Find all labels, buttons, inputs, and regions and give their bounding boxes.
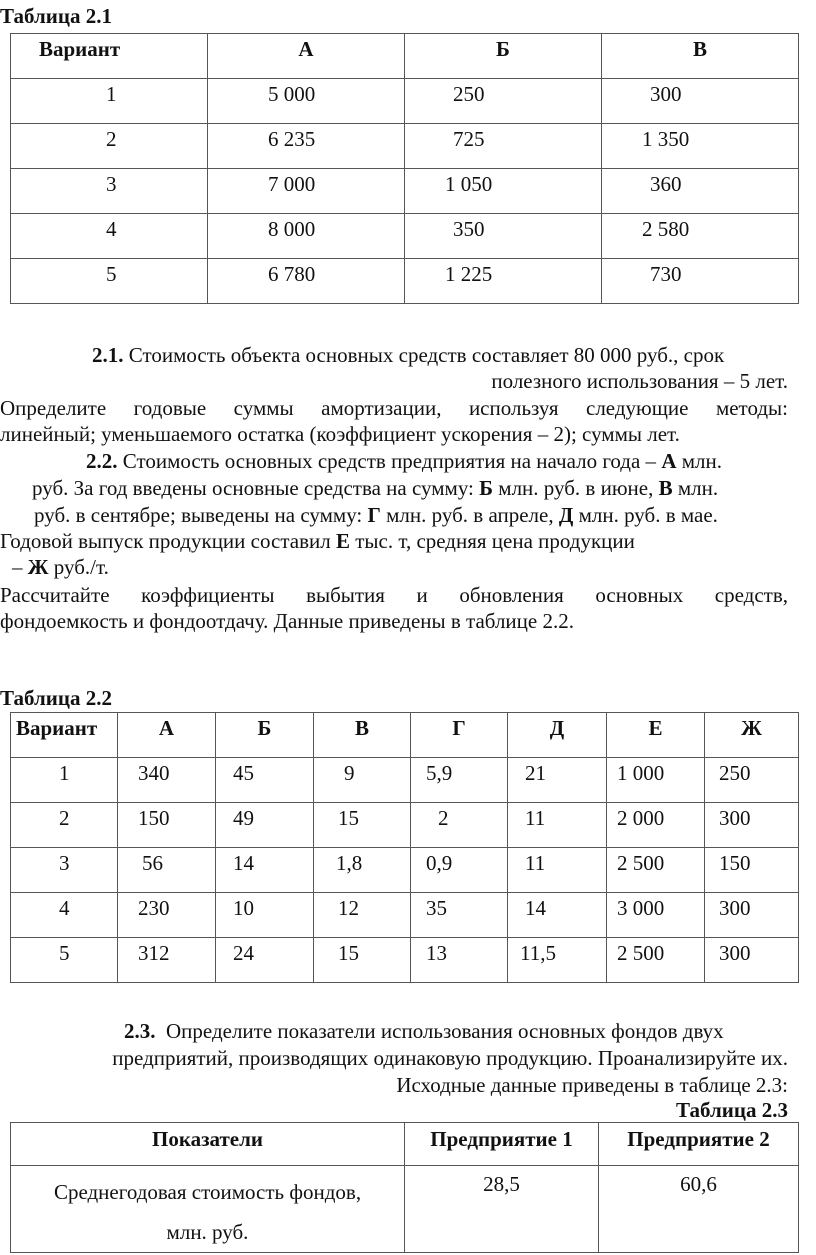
cell: 5 000 [208, 79, 405, 124]
header-cell: Е [607, 713, 705, 758]
table-row [11, 893, 799, 938]
cell: 8 000 [208, 214, 405, 259]
table-row [11, 169, 799, 214]
task-2-2-line-4: Годовой выпуск продукции составил Е тыс. т, средняя цена продукции [0, 529, 635, 553]
table-2-3-caption: Таблица 2.3 [676, 1098, 788, 1122]
cell: 14 [508, 893, 607, 938]
task-2-2-line-7: фондоемкость и фондоотдачу. Данные приведены в таблице 2.2. [0, 609, 574, 633]
header-cell: Б [405, 34, 602, 79]
cell: 15 [314, 803, 411, 848]
cell: 10 [216, 893, 314, 938]
header-cell: Вариант [11, 34, 208, 79]
cell: 250 [405, 79, 602, 124]
cell: 730 [602, 259, 799, 304]
table-row [11, 848, 799, 893]
cell: 5 [11, 938, 118, 983]
cell: 5 [11, 259, 208, 304]
cell: 24 [216, 938, 314, 983]
task-2-1-line-3: Определите годовые суммы амортизации, используя следующие методы: [0, 396, 788, 420]
cell: 9 [314, 758, 411, 803]
cell: 12 [314, 893, 411, 938]
cell: 7 000 [208, 169, 405, 214]
cell: 3 [11, 169, 208, 214]
header-cell: Д [508, 713, 607, 758]
cell: 340 [118, 758, 216, 803]
table-header-row [11, 713, 799, 758]
table-row [11, 259, 799, 304]
cell: 2 580 [602, 214, 799, 259]
table-2-1-caption: Таблица 2.1 [0, 4, 112, 28]
header-cell: А [208, 34, 405, 79]
task-2-1-line-4: линейный; уменьшаемого остатка (коэффициент ускорения – 2); суммы лет. [0, 422, 680, 446]
header-cell: В [314, 713, 411, 758]
table-row [11, 938, 799, 983]
indicator-unit: млн. руб. [166, 1220, 249, 1244]
cell: 3 [11, 848, 118, 893]
cell: 312 [118, 938, 216, 983]
cell: 1 050 [405, 169, 602, 214]
table-row [11, 79, 799, 124]
table-row [11, 758, 799, 803]
header-cell: Предприятие 2 [599, 1123, 799, 1166]
task-2-3-line-3: Исходные данные приведены в таблице 2.3: [396, 1073, 788, 1097]
table-row [11, 124, 799, 169]
cell: 300 [705, 893, 799, 938]
cell: 49 [216, 803, 314, 848]
header-cell: Предприятие 1 [405, 1123, 599, 1166]
cell: 1 000 [607, 758, 705, 803]
cell: 300 [602, 79, 799, 124]
cell: 4 [11, 893, 118, 938]
task-number: 2.2. [86, 449, 118, 473]
header-cell: А [118, 713, 216, 758]
cell: 300 [705, 803, 799, 848]
table-row [11, 803, 799, 848]
table-row [11, 214, 799, 259]
cell: 4 [11, 214, 208, 259]
indicator-name: Среднегодовая стоимость фондов, [53, 1180, 362, 1204]
cell: 725 [405, 124, 602, 169]
table-header-row [11, 34, 799, 79]
cell: 6 235 [208, 124, 405, 169]
cell: 11,5 [508, 938, 607, 983]
cell: 150 [118, 803, 216, 848]
cell: 6 780 [208, 259, 405, 304]
cell: 250 [705, 758, 799, 803]
cell: 13 [411, 938, 508, 983]
cell [11, 1166, 405, 1253]
header-cell: Вариант [11, 713, 118, 758]
cell: 2 500 [607, 848, 705, 893]
header-cell: Показатели [11, 1123, 405, 1166]
cell: 150 [705, 848, 799, 893]
task-2-2-line-1: 2.2. Стоимость основных средств предприятия на начало года – А млн. [86, 449, 722, 473]
cell: 56 [118, 848, 216, 893]
cell: 2 500 [607, 938, 705, 983]
cell: 2 [11, 803, 118, 848]
cell: 45 [216, 758, 314, 803]
task-2-1-line-1: 2.1. Стоимость объекта основных средств составляет 80 000 руб., срок [92, 343, 725, 367]
cell: 1 225 [405, 259, 602, 304]
cell: 21 [508, 758, 607, 803]
cell: 14 [216, 848, 314, 893]
cell: 5,9 [411, 758, 508, 803]
table-2-2-caption: Таблица 2.2 [0, 686, 112, 710]
cell: 15 [314, 938, 411, 983]
cell: 1 350 [602, 124, 799, 169]
task-2-2-line-5: – Ж руб./т. [12, 555, 109, 579]
cell: 60,6 [599, 1166, 799, 1253]
cell: 35 [411, 893, 508, 938]
cell: 300 [705, 938, 799, 983]
cell: 350 [405, 214, 602, 259]
table-2-3 [10, 1122, 799, 1253]
header-cell: Ж [705, 713, 799, 758]
cell: 28,5 [405, 1166, 599, 1253]
table-2-2 [10, 712, 799, 983]
task-2-3-line-2: предприятий, производящих одинаковую продукцию. Проанализируйте их. [112, 1046, 788, 1070]
table-2-1 [10, 33, 799, 304]
cell: 230 [118, 893, 216, 938]
task-2-2-line-3: руб. в сентябре; выведены на сумму: Г млн. руб. в апреле, Д млн. руб. в мае. [34, 503, 718, 527]
cell: 2 [11, 124, 208, 169]
cell: 360 [602, 169, 799, 214]
task-2-3-line-1: 2.3. Определите показатели использования основных фондов двух [124, 1019, 724, 1043]
cell: 11 [508, 803, 607, 848]
cell: 3 000 [607, 893, 705, 938]
task-2-2-line-2: руб. За год введены основные средства на сумму: Б млн. руб. в июне, В млн. [32, 476, 719, 500]
header-cell: Г [411, 713, 508, 758]
cell: 0,9 [411, 848, 508, 893]
task-number: 2.3. [124, 1019, 156, 1043]
task-number: 2.1. [92, 343, 124, 367]
cell: 2 000 [607, 803, 705, 848]
cell: 1 [11, 758, 118, 803]
table-row [11, 1166, 799, 1253]
cell: 2 [411, 803, 508, 848]
task-2-1-line-2: полезного использования – 5 лет. [491, 369, 788, 393]
header-cell: В [602, 34, 799, 79]
cell: 11 [508, 848, 607, 893]
header-cell: Б [216, 713, 314, 758]
table-header-row [11, 1123, 799, 1166]
task-2-2-line-6: Рассчитайте коэффициенты выбытия и обновления основных средств, [0, 583, 788, 607]
cell: 1,8 [314, 848, 411, 893]
cell: 1 [11, 79, 208, 124]
